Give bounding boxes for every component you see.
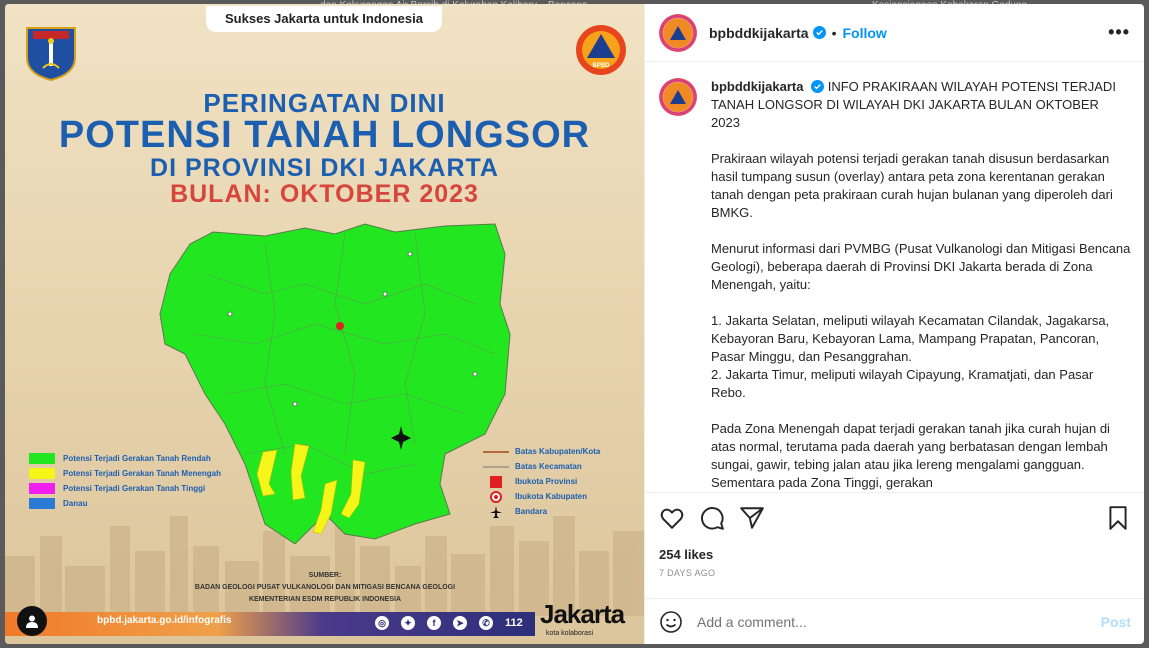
legend-label: Bandara xyxy=(515,507,548,516)
legend-item xyxy=(483,489,600,504)
post-side-panel xyxy=(644,4,1144,644)
legend-swatch xyxy=(29,483,55,494)
map-legend-zones xyxy=(29,451,221,511)
comment-input[interactable] xyxy=(697,614,1101,630)
caption-line: 1. Jakarta Selatan, meliputi wilayah Kecamatan Cilandak, Jagakarsa, Kebayoran Baru, Kebayoran Lama, Mampang Prapatan, Pancoran, Pasar Minggu, dan Pesanggrahan. xyxy=(711,313,1113,364)
legend-item xyxy=(29,466,221,481)
poster-source xyxy=(155,570,495,606)
verified-badge-icon xyxy=(811,80,824,93)
follow-button[interactable]: Follow xyxy=(842,24,887,41)
like-heart-icon[interactable] xyxy=(659,505,685,531)
legend-item xyxy=(483,474,600,489)
tagged-users-button[interactable] xyxy=(17,606,47,636)
twitter-icon: ✦ xyxy=(401,616,415,630)
legend-label: Potensi Terjadi Gerakan Tanah Menengah xyxy=(63,469,221,478)
caption-line: Menurut informasi dari PVMBG (Pusat Vulkanologi dan Mitigasi Bencana Geologi), beberapa daerah di Provinsi DKI Jakarta berada di Zona Menengah, yaitu: xyxy=(711,241,1134,292)
bpbd-avatar-icon xyxy=(663,18,693,48)
post-modal xyxy=(5,4,1144,644)
avatar[interactable] xyxy=(659,14,697,52)
airport-icon xyxy=(483,506,509,517)
legend-label: Batas Kabupaten/Kota xyxy=(515,447,601,456)
brand-word: Jakarta xyxy=(540,599,625,629)
post-timestamp[interactable]: 7 DAYS AGO xyxy=(659,568,716,578)
poster-title-line3: DI PROVINSI DKI JAKARTA xyxy=(150,154,499,182)
verified-badge-icon xyxy=(813,26,826,39)
post-image[interactable] xyxy=(5,4,644,644)
legend-swatch xyxy=(29,468,55,479)
brand-subtitle: kota kolaborasi xyxy=(546,630,594,637)
legend-label: Danau xyxy=(63,499,88,508)
person-icon xyxy=(25,614,39,628)
caption-line: 2. Jakarta Timur, meliputi wilayah Cipayung, Kramatjati, dan Pasar Rebo. xyxy=(711,367,1097,400)
jakarta-crest-icon xyxy=(25,24,77,82)
share-icon[interactable] xyxy=(739,505,765,531)
comment-bar xyxy=(645,598,1144,644)
avatar[interactable] xyxy=(659,78,697,116)
province-capital-icon xyxy=(483,476,509,487)
legend-item xyxy=(483,444,600,459)
telegram-icon: ➤ xyxy=(453,616,467,630)
legend-item xyxy=(29,451,221,466)
legend-label: Ibukota Provinsi xyxy=(515,477,578,486)
emoji-icon[interactable] xyxy=(659,610,683,634)
poster-tagline: Sukses Jakarta untuk Indonesia xyxy=(206,6,442,32)
post-actions xyxy=(645,492,1144,578)
legend-label: Potensi Terjadi Gerakan Tanah Tinggi xyxy=(63,484,206,493)
caption-row xyxy=(659,78,1134,492)
caption-line: INFO PRAKIRAAN WILAYAH POTENSI TERJADI TANAH LONGSOR DI WILAYAH DKI JAKARTA BULAN OKTOBER 2023 xyxy=(711,79,1120,130)
caption-avatar[interactable] xyxy=(659,78,697,492)
legend-label: Ibukota Kabupaten xyxy=(515,492,588,501)
source-line1: BADAN GEOLOGI PUSAT VULKANOLOGI DAN MITIGASI BENCANA GEOLOGI xyxy=(194,584,456,591)
poster-title-line4: BULAN: OKTOBER 2023 xyxy=(170,180,479,208)
legend-label: Batas Kecamatan xyxy=(515,462,582,471)
poster-title-line2: POTENSI TANAH LONGSOR xyxy=(58,114,591,156)
poster-social-icons xyxy=(375,616,523,630)
jakarta-brand-logo xyxy=(540,599,624,637)
legend-swatch xyxy=(29,453,55,464)
separator-dot: • xyxy=(831,24,837,41)
legend-item xyxy=(29,481,221,496)
poster-footer-url: bpbd.jakarta.go.id/infografis xyxy=(97,615,232,626)
bpbd-avatar-icon xyxy=(663,82,693,112)
caption-scroll-area[interactable] xyxy=(645,62,1144,492)
legend-item xyxy=(29,496,221,511)
boundary-city-icon xyxy=(483,446,509,457)
post-header xyxy=(645,4,1144,62)
comment-icon[interactable] xyxy=(699,505,725,531)
more-options-icon[interactable]: ••• xyxy=(1108,22,1130,42)
bpbd-logo-icon xyxy=(575,24,627,76)
regency-capital-icon xyxy=(483,491,509,502)
legend-item xyxy=(483,504,600,519)
poster-title-line1: PERINGATAN DINI xyxy=(203,88,446,118)
caption-line: Prakiraan wilayah potensi terjadi gerakan tanah disusun berdasarkan hasil tumpang susun (overlay) antara peta zona kerentanan gerakan tanah dengan peta prakiraan curah hujan bulanan yang diperoleh dari BMKG. xyxy=(711,151,1117,220)
legend-swatch xyxy=(29,498,55,509)
source-label: SUMBER: xyxy=(308,572,342,579)
caption-username-link[interactable]: bpbddkijakarta xyxy=(711,79,804,94)
instagram-icon: ◎ xyxy=(375,616,389,630)
facebook-icon: f xyxy=(427,616,441,630)
likes-count[interactable]: 254 likes xyxy=(659,547,714,562)
phone-icon: ✆ xyxy=(479,616,493,630)
source-line2: KEMENTERIAN ESDM REPUBLIK INDONESIA xyxy=(248,596,402,603)
save-bookmark-icon[interactable] xyxy=(1105,505,1131,531)
post-comment-button[interactable]: Post xyxy=(1100,613,1131,630)
caption-line: Pada Zona Menengah dapat terjadi gerakan tanah jika curah hujan di atas normal, terutama pada daerah yang berbatasan dengan lembah sungai, gawir, tebing jalan atau jika lereng mengalami gangguan. Sementara pada Zona Tinggi, gerakan xyxy=(711,421,1114,490)
action-row xyxy=(659,503,1131,533)
legend-label: Potensi Terjadi Gerakan Tanah Rendah xyxy=(63,454,211,463)
caption-text xyxy=(711,78,1134,492)
username-link[interactable]: bpbddkijakarta xyxy=(709,24,809,41)
boundary-district-icon xyxy=(483,461,509,472)
hotline-number: 112 xyxy=(505,617,523,629)
bpbd-logo-text: BPBD xyxy=(592,63,610,69)
map-legend-symbols xyxy=(483,444,600,519)
legend-item xyxy=(483,459,600,474)
